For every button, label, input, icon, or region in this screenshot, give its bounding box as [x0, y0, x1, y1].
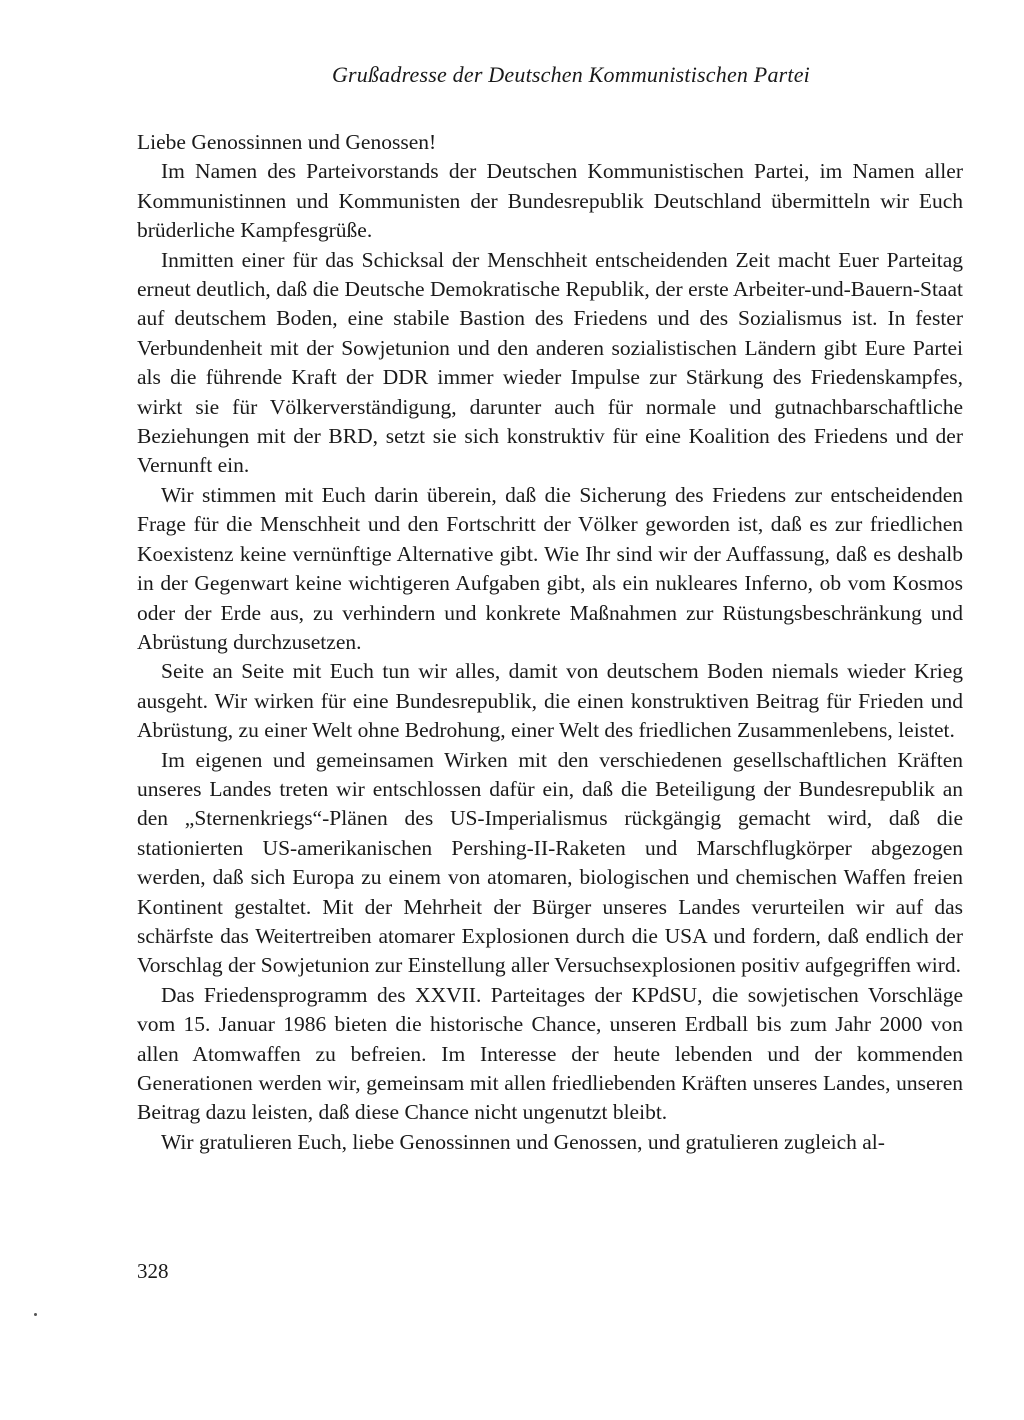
paragraph: Seite an Seite mit Euch tun wir alles, damit von deutschem Boden niemals wieder Krieg ausgeht. Wir wirken für eine Bundesrepublik, die einen konstruktiven Beitrag für Frieden und Abrüstung, zu einer Welt ohne Bedrohung, einer Welt des friedlichen Zusammenlebens, leistet. — [137, 659, 963, 743]
scan-speck — [34, 1313, 37, 1316]
body-text — [137, 128, 963, 1157]
paragraph: Im eigenen und gemeinsamen Wirken mit den verschiedenen gesellschaftlichen Kräften unseres Landes treten wir entschlossen dafür ein, daß die Beteiligung der Bundesrepublik an den „Sternenkriegs“-Plänen des US-Imperialismus rückgängig gemacht wird, daß die stationierten US-amerikanischen Pershing-II-Raketen und Marschflugkörper abgezogen werden, daß sich Europa zu einem von atomaren, biologischen und chemischen Waffen freien Kontinent gestaltet. Mit der Mehrheit der Bürger unseres Landes verurteilen wir auf das schärfste das Weitertreiben atomarer Explosionen durch die USA und fordern, daß endlich der Vorschlag der Sowjetunion zur Einstellung aller Versuchsexplosionen positiv aufgegriffen wird. — [137, 747, 963, 978]
paragraph: Das Friedensprogramm des XXVII. Parteitages der KPdSU, die sowjetischen Vorschläge vom 15. Januar 1986 bieten die historische Chance, unseren Erdball bis zum Jahr 2000 von allen Atomwaffen zu befreien. Im Interesse der heute lebenden und der kommenden Generationen werden wir, gemeinsam mit allen friedliebenden Kräften unseres Landes, unseren Beitrag dazu leisten, daß diese Chance nicht ungenutzt bleibt. — [137, 982, 963, 1125]
running-head-title: Grußadresse der Deutschen Kommunistischen Partei — [331, 62, 810, 87]
paragraph: Im Namen des Parteivorstands der Deutschen Kommunistischen Partei, im Namen aller Kommunistinnen und Kommunisten der Bundesrepublik Deutschland übermitteln wir Euch brüderliche Kampfesgrüße. — [137, 159, 963, 243]
paragraph: Inmitten einer für das Schicksal der Menschheit entscheidenden Zeit macht Euer Parteitag erneut deutlich, daß die Deutsche Demokratische Republik, der erste Arbeiter-und-Bauern-Staat auf deutschem Boden, eine stabile Bastion des Friedens und des Sozialismus ist. In fester Verbundenheit mit der Sowjetunion und den anderen sozialistischen Ländern gibt Eure Partei als die führende Kraft der DDR immer wieder Impulse zur Stärkung des Friedenskampfes, wirkt sie für Völkerverständigung, darunter auch für normale und gutnachbarschaftliche Beziehungen mit der BRD, setzt sie sich konstruktiv für eine Koalition des Friedens und der Vernunft ein. — [137, 247, 963, 478]
paragraph-continued: Wir gratulieren Euch, liebe Genossinnen und Genossen, und gratulieren zugleich al- — [161, 1129, 885, 1154]
page-number: 328 — [137, 1259, 169, 1283]
paragraph: Wir stimmen mit Euch darin überein, daß die Sicherung des Friedens zur entscheidenden Frage für die Menschheit und den Fortschritt der Völker geworden ist, daß es zur friedlichen Koexistenz keine vernünftige Alternative gibt. Wie Ihr sind wir der Auffassung, daß es deshalb in der Gegenwart keine wichtigeren Aufgaben gibt, als ein nukleares Inferno, ob vom Kosmos oder der Erde aus, zu verhindern und konkrete Maßnahmen zur Rüstungsbeschränkung und Abrüstung durchzusetzen. — [137, 482, 963, 654]
salutation: Liebe Genossinnen und Genossen! — [137, 130, 437, 154]
